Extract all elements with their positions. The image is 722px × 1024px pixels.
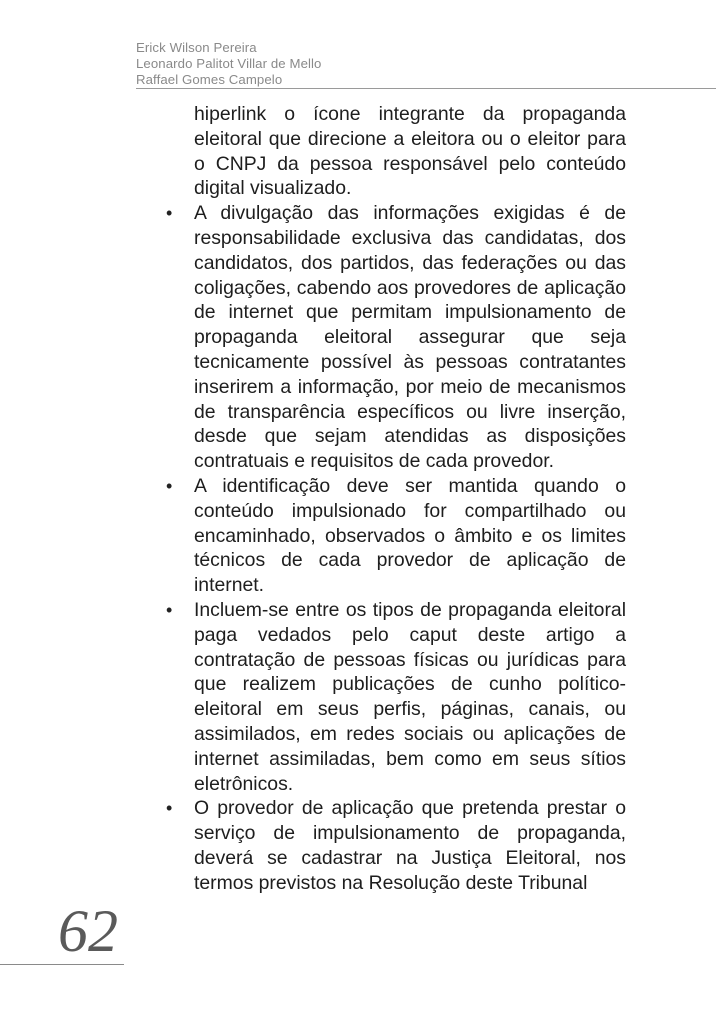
list-item-text: A identificação deve ser mantida quando o conteúdo impulsionado for compartilhado ou encaminhado, observados o âmbito e os limites técnicos de cada provedor de aplicação de internet.	[194, 474, 626, 597]
list-item-text: Incluem-se entre os tipos de propaganda eleitoral paga vedados pelo caput deste artigo a contratação de pessoas físicas ou jurídicas para que realizem publicações de cunho político-eleitoral em seus perfis, páginas, canais, ou assimilados, em redes sociais ou aplicações de internet assimiladas, bem como em seus sítios eletrônicos.	[194, 598, 626, 795]
bullet-icon: •	[166, 475, 173, 496]
header-rule	[136, 88, 716, 89]
author-name: Erick Wilson Pereira	[136, 40, 257, 55]
author-name: Leonardo Palitot Villar de Mello	[136, 56, 322, 71]
list-item-text: A divulgação das informações exigidas é de responsabilidade exclusiva das candidatas, dos candidatos, dos partidos, das federações ou das coligações, cabendo aos provedores de aplicação de internet que permitam impulsionamento de propaganda eleitoral assegurar que seja tecnicamente possível às pessoas contratantes inserirem a informação, por meio de mecanismos de transparência específicos ou livre inserção, desde que sejam atendidas as disposições contratuais e requisitos de cada provedor.	[194, 202, 626, 473]
bullet-icon: •	[166, 203, 173, 224]
running-head	[136, 40, 322, 88]
list-item-text: O provedor de aplicação que pretenda prestar o serviço de impulsionamento de propaganda, deverá se cadastrar na Justiça Eleitoral, nos termos previstos na Resolução deste Tribunal	[194, 797, 626, 894]
page-body	[160, 102, 626, 896]
bullet-icon: •	[166, 599, 173, 620]
list-item	[160, 796, 626, 895]
page-number: 62	[58, 898, 118, 964]
continuation-paragraph: hiperlink o ícone integrante da propaganda eleitoral que direcione a eleitora ou o eleitor para o CNPJ da pessoa responsável pelo conteúdo digital visualizado.	[194, 103, 626, 200]
author-name: Raffael Gomes Campelo	[136, 72, 283, 87]
page-number-rule	[0, 964, 124, 965]
list-item	[160, 598, 626, 796]
list-item	[160, 474, 626, 598]
list-item	[160, 201, 626, 474]
bullet-icon: •	[166, 798, 173, 819]
